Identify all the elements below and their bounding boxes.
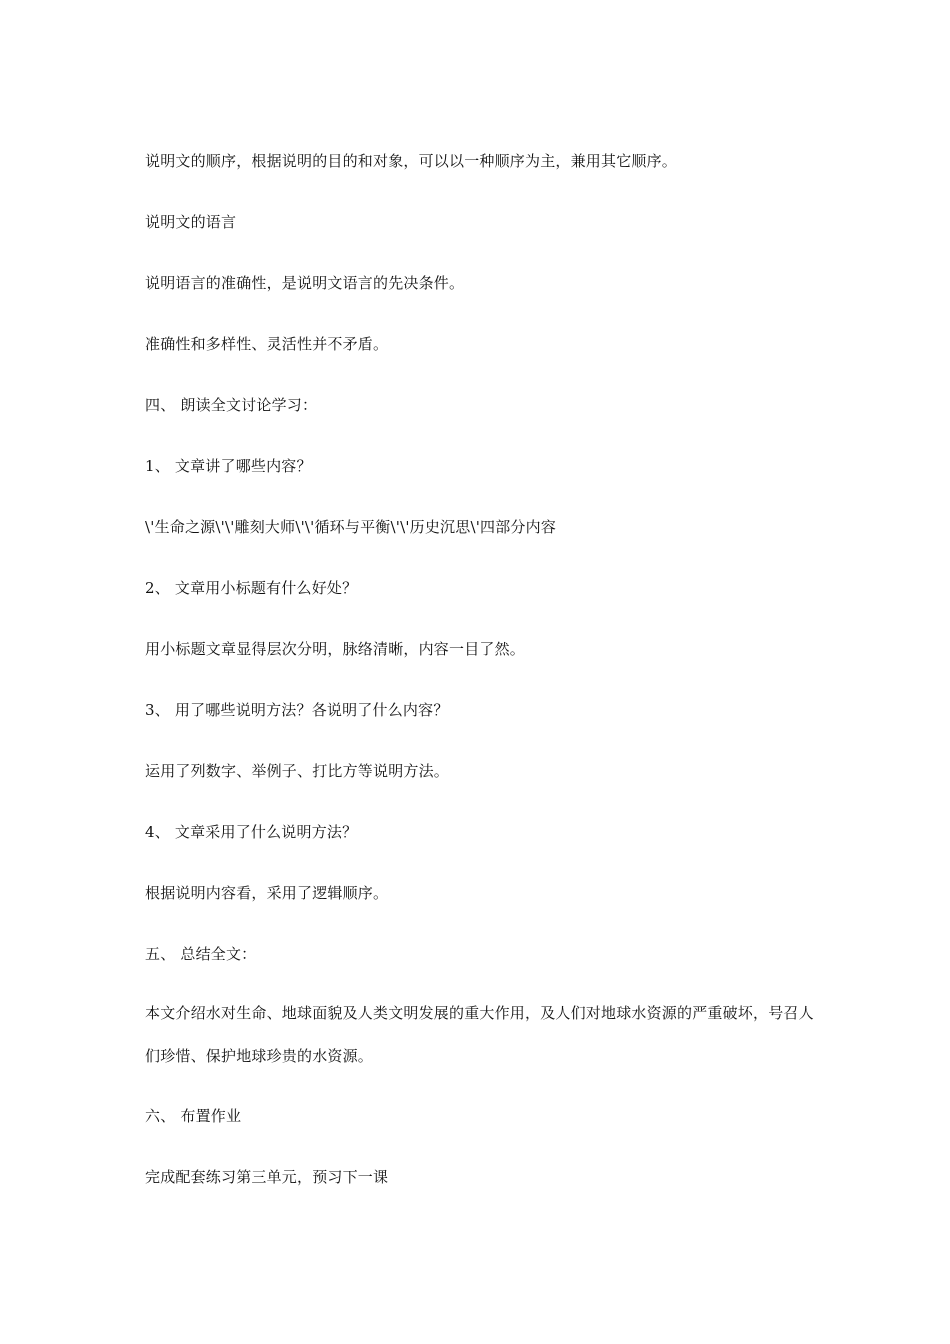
paragraph-language-accuracy: 说明语言的准确性，是说明文语言的先决条件。 bbox=[145, 274, 465, 292]
answer-3: 运用了列数字、举例子、打比方等说明方法。 bbox=[145, 762, 450, 780]
answer-2: 用小标题文章显得层次分明，脉络清晰，内容一目了然。 bbox=[145, 640, 526, 658]
paragraph-accuracy-diversity: 准确性和多样性、灵活性并不矛盾。 bbox=[145, 335, 389, 353]
section-four-heading: 四、 朗读全文讨论学习： bbox=[145, 396, 318, 414]
section-five-heading: 五、 总结全文： bbox=[145, 945, 257, 963]
question-3: 3、 用了哪些说明方法？各说明了什么内容？ bbox=[145, 701, 449, 719]
answer-4: 根据说明内容看，采用了逻辑顺序。 bbox=[145, 884, 389, 902]
paragraph-order-of-exposition: 说明文的顺序，根据说明的目的和对象，可以以一种顺序为主，兼用其它顺序。 bbox=[145, 152, 678, 170]
question-1: 1、 文章讲了哪些内容？ bbox=[145, 457, 312, 475]
question-2: 2、 文章用小标题有什么好处？ bbox=[145, 579, 358, 597]
summary-paragraph: 本文介绍水对生命、地球面貌及人类文明发展的重大作用，及人们对地球水资源的严重破坏，号召人们珍惜、保护地球珍贵的水资源。 bbox=[145, 1004, 814, 1065]
answer-1: \'生命之源\'\'雕刻大师\'\'循环与平衡\'\'历史沉思\'四部分内容 bbox=[145, 518, 557, 536]
question-4: 4、 文章采用了什么说明方法？ bbox=[145, 823, 358, 841]
section-six-heading: 六、 布置作业 bbox=[145, 1107, 242, 1125]
homework-paragraph: 完成配套练习第三单元，预习下一课 bbox=[145, 1168, 389, 1186]
heading-exposition-language: 说明文的语言 bbox=[145, 213, 237, 231]
